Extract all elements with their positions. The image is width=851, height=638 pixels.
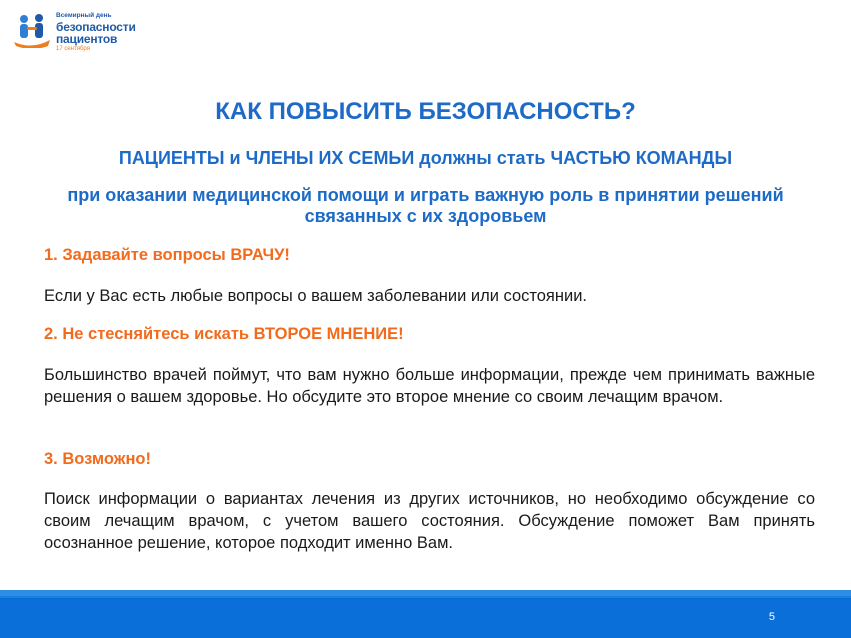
- section-1-text: Если у Вас есть любые вопросы о вашем заболевании или состоянии.: [44, 287, 588, 305]
- section-2-heading: 2. Не стесняйтесь искать ВТОРОЕ МНЕНИЕ!: [44, 325, 404, 343]
- page-number: 5: [768, 611, 775, 623]
- subtitle-line1: ПАЦИЕНТЫ и ЧЛЕНЫ ИХ СЕМЬИ должны стать ЧАСТЬЮ КОМАНДЫ: [118, 148, 733, 168]
- footer-band: [0, 598, 851, 638]
- section-3-text: Поиск информации о вариантах лечения из других источников, но необходимо обсуждение со своим лечащим врачом, с учетом вашего состояния. Обсуждение поможет Вам принять осознанное решение, которое подходит именно Вам.: [44, 490, 815, 552]
- logo-title-line1: безопасности: [56, 19, 136, 34]
- logo-title-line2: пациентов: [56, 31, 118, 46]
- logo-date: 17 сентября: [56, 45, 90, 52]
- event-logo: [12, 10, 162, 52]
- section-2-text: Большинство врачей поймут, что вам нужно больше информации, прежде чем принимать важные решения о вашем здоровье. Но обсудите это второе мнение со своим лечащим врачом.: [44, 366, 815, 406]
- page-title: КАК ПОВЫСИТЬ БЕЗОПАСНОСТЬ?: [215, 98, 636, 125]
- section-1-heading: 1. Задавайте вопросы ВРАЧУ!: [44, 246, 290, 264]
- section-3-heading: 3. Возможно!: [44, 450, 152, 468]
- people-icon: [12, 12, 52, 48]
- subtitle-line2: при оказании медицинской помощи и играть важную роль в принятии решений связанных с их здоровьем: [67, 185, 784, 226]
- logo-caption: Всемирный день: [56, 12, 112, 19]
